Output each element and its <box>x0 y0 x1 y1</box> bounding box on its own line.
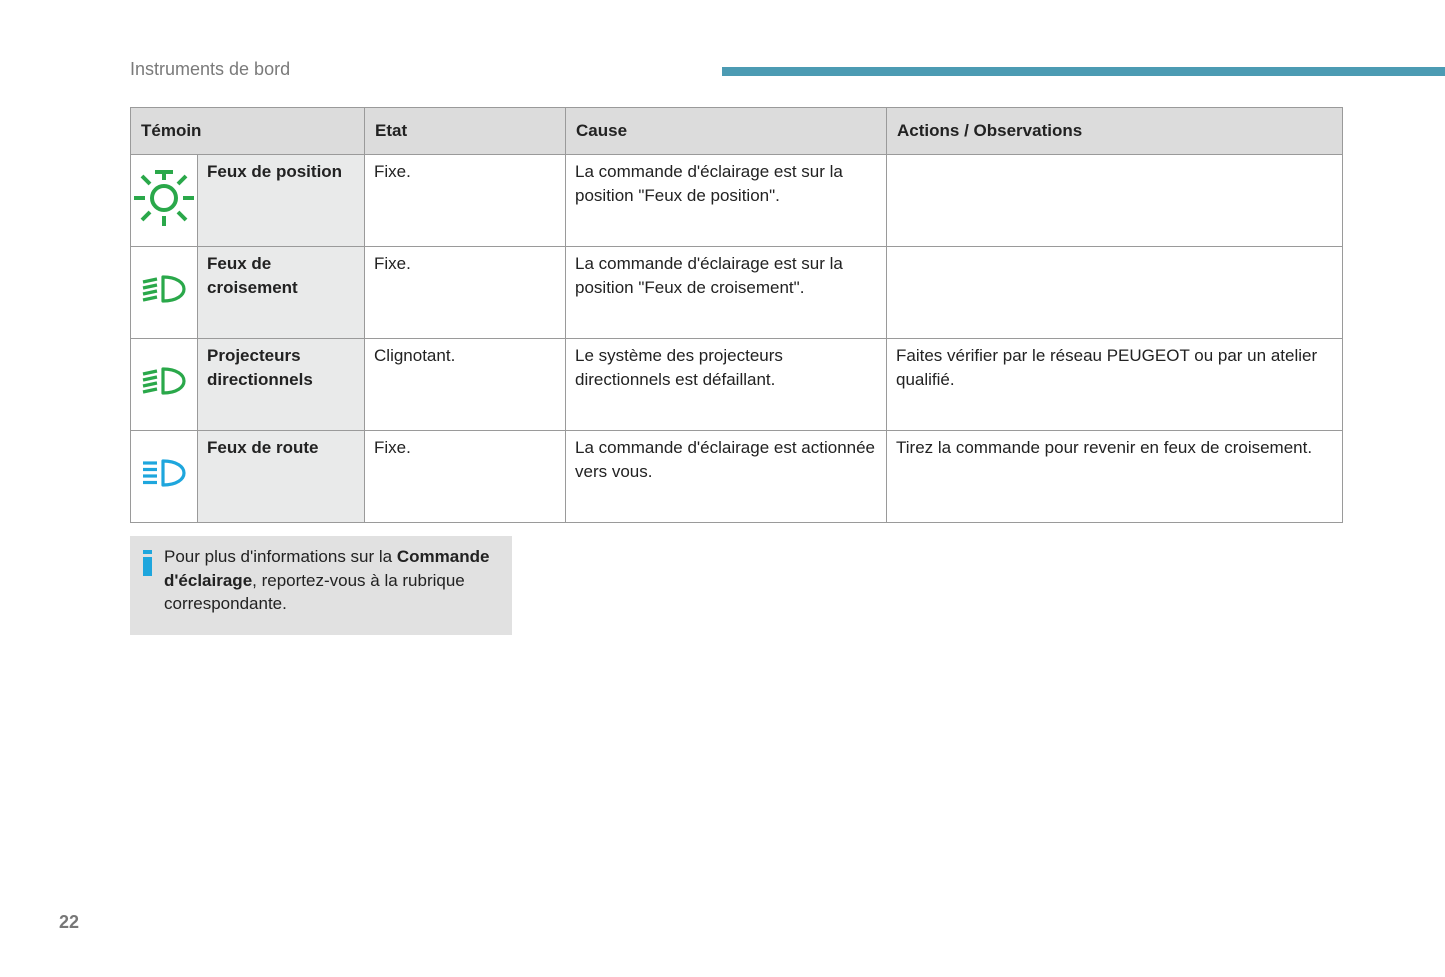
table-row <box>131 339 1343 431</box>
light-state: Fixe. <box>365 155 566 247</box>
light-state: Fixe. <box>365 431 566 523</box>
section-title: Instruments de bord <box>130 59 291 79</box>
icon-cell <box>131 155 198 247</box>
info-text-start: Pour plus d'informations sur la <box>164 547 397 566</box>
light-action: Tirez la commande pour revenir en feux de croisement. <box>887 431 1343 523</box>
light-cause: La commande d'éclairage est sur la position "Feux de croisement". <box>566 247 887 339</box>
table-header-row <box>131 108 1343 155</box>
light-name: Feux de position <box>198 155 365 247</box>
light-action <box>887 247 1343 339</box>
info-text-end: , reportez-vous à la rubrique correspondante. <box>164 570 465 613</box>
table-row <box>131 431 1343 523</box>
info-box <box>130 536 512 635</box>
light-action <box>887 155 1343 247</box>
info-text-bold: Commande d'éclairage <box>164 547 490 590</box>
column-header-actions: Actions / Observations <box>887 108 1343 155</box>
main-beam-icon <box>141 458 187 495</box>
icon-cell <box>131 431 198 523</box>
header-accent-bar <box>722 67 1445 76</box>
column-header-etat: Etat <box>365 108 566 155</box>
light-cause: La commande d'éclairage est sur la position "Feux de position". <box>566 155 887 247</box>
light-state: Clignotant. <box>365 339 566 431</box>
position-lights-icon <box>133 167 195 234</box>
table-row <box>131 155 1343 247</box>
light-name: Projecteurs directionnels <box>198 339 365 431</box>
light-cause: La commande d'éclairage est actionnée vers vous. <box>566 431 887 523</box>
light-action: Faites vérifier par le réseau PEUGEOT ou par un atelier qualifié. <box>887 339 1343 431</box>
info-icon <box>143 550 152 581</box>
icon-cell <box>131 339 198 431</box>
info-text <box>164 545 509 616</box>
light-cause: Le système des projecteurs directionnels est défaillant. <box>566 339 887 431</box>
icon-cell <box>131 247 198 339</box>
column-header-temoin: Témoin <box>131 108 365 155</box>
warning-lights-table <box>130 107 1343 523</box>
dipped-beam-icon <box>141 274 187 311</box>
directional-headlamps-icon <box>141 366 187 403</box>
table-row <box>131 247 1343 339</box>
column-header-cause: Cause <box>566 108 887 155</box>
light-name: Feux de route <box>198 431 365 523</box>
page-number: 22 <box>59 912 80 932</box>
light-name: Feux de croisement <box>198 247 365 339</box>
light-state: Fixe. <box>365 247 566 339</box>
